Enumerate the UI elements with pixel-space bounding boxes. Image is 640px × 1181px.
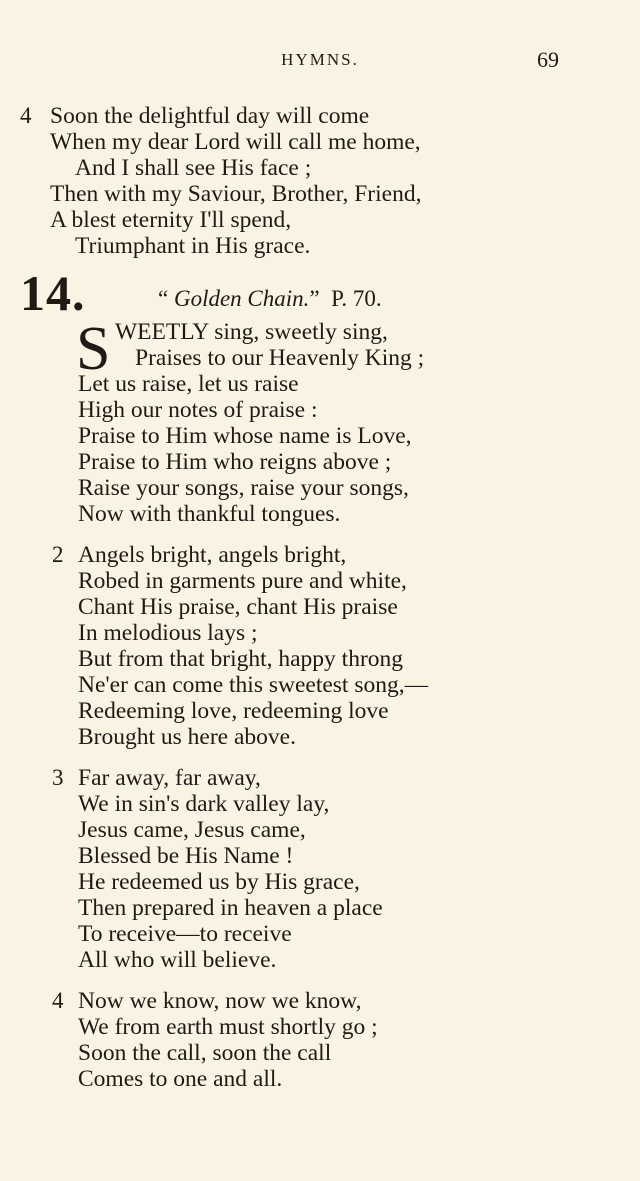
verse-line: We in sin's dark valley lay, (78, 791, 330, 817)
verse-line: But from that bright, happy throng (78, 646, 404, 672)
verse-line: Angels bright, angels bright, (78, 542, 347, 568)
verse-line: Praise to Him whose name is Love, (78, 423, 412, 449)
tune-name: Golden Chain. (173, 286, 310, 311)
verse-line: Praises to our Heavenly King ; (135, 345, 425, 371)
verse-line: He redeemed us by His grace, (78, 869, 360, 895)
verse-line: Then prepared in heaven a place (78, 895, 383, 921)
verse-line: All who will believe. (78, 947, 277, 973)
verse-number: 4 (52, 988, 64, 1013)
verse-line: Now with thankful tongues. (78, 501, 341, 527)
verse-line: Blessed be His Name ! (78, 843, 294, 869)
verse-number: 2 (52, 542, 64, 567)
verse-line: Brought us here above. (78, 724, 296, 750)
verse-line: A blest eternity I'll spend, (50, 207, 292, 233)
verse-line: Comes to one and all. (78, 1066, 283, 1092)
verse-line: To receive—to receive (78, 921, 292, 947)
verse-line: Jesus came, Jesus came, (78, 817, 306, 843)
verse-line: Far away, far away, (78, 765, 261, 791)
tune-open-quote: “ (158, 286, 174, 311)
drop-cap: S (76, 315, 111, 383)
verse-line: Let us raise, let us raise (78, 371, 299, 397)
verse-line: Now we know, now we know, (78, 988, 362, 1014)
verse-line: Raise your songs, raise your songs, (78, 475, 409, 501)
verse-number: 4 (20, 103, 32, 128)
verse-line: We from earth must shortly go ; (78, 1014, 378, 1040)
verse-line: Soon the call, soon the call (78, 1040, 332, 1066)
hymn-number: 14. (20, 265, 86, 321)
tune-page: P. 70. (331, 286, 382, 311)
verse-line: WEETLY sing, sweetly sing, (115, 319, 388, 345)
tune-reference (158, 286, 382, 312)
page-number: 69 (537, 47, 559, 72)
verse-line: And I shall see His face ; (75, 155, 312, 181)
verse-line: Robed in garments pure and white, (78, 568, 407, 594)
verse-line: High our notes of praise : (78, 397, 318, 423)
verse-line: Redeeming love, redeeming love (78, 698, 389, 724)
verse-line: Chant His praise, chant His praise (78, 594, 398, 620)
verse-number: 3 (52, 765, 64, 790)
verse-line: Praise to Him who reigns above ; (78, 449, 392, 475)
running-header: HYMNS. (281, 50, 359, 69)
verse-line: Ne'er can come this sweetest song,— (78, 672, 429, 698)
verse-line: Soon the delightful day will come (50, 103, 370, 129)
tune-close-quote: ” (309, 286, 320, 311)
verse-line: When my dear Lord will call me home, (50, 129, 421, 155)
verse-line: Triumphant in His grace. (75, 233, 311, 259)
verse-line: Then with my Saviour, Brother, Friend, (50, 181, 422, 207)
verse-line: In melodious lays ; (78, 620, 258, 646)
